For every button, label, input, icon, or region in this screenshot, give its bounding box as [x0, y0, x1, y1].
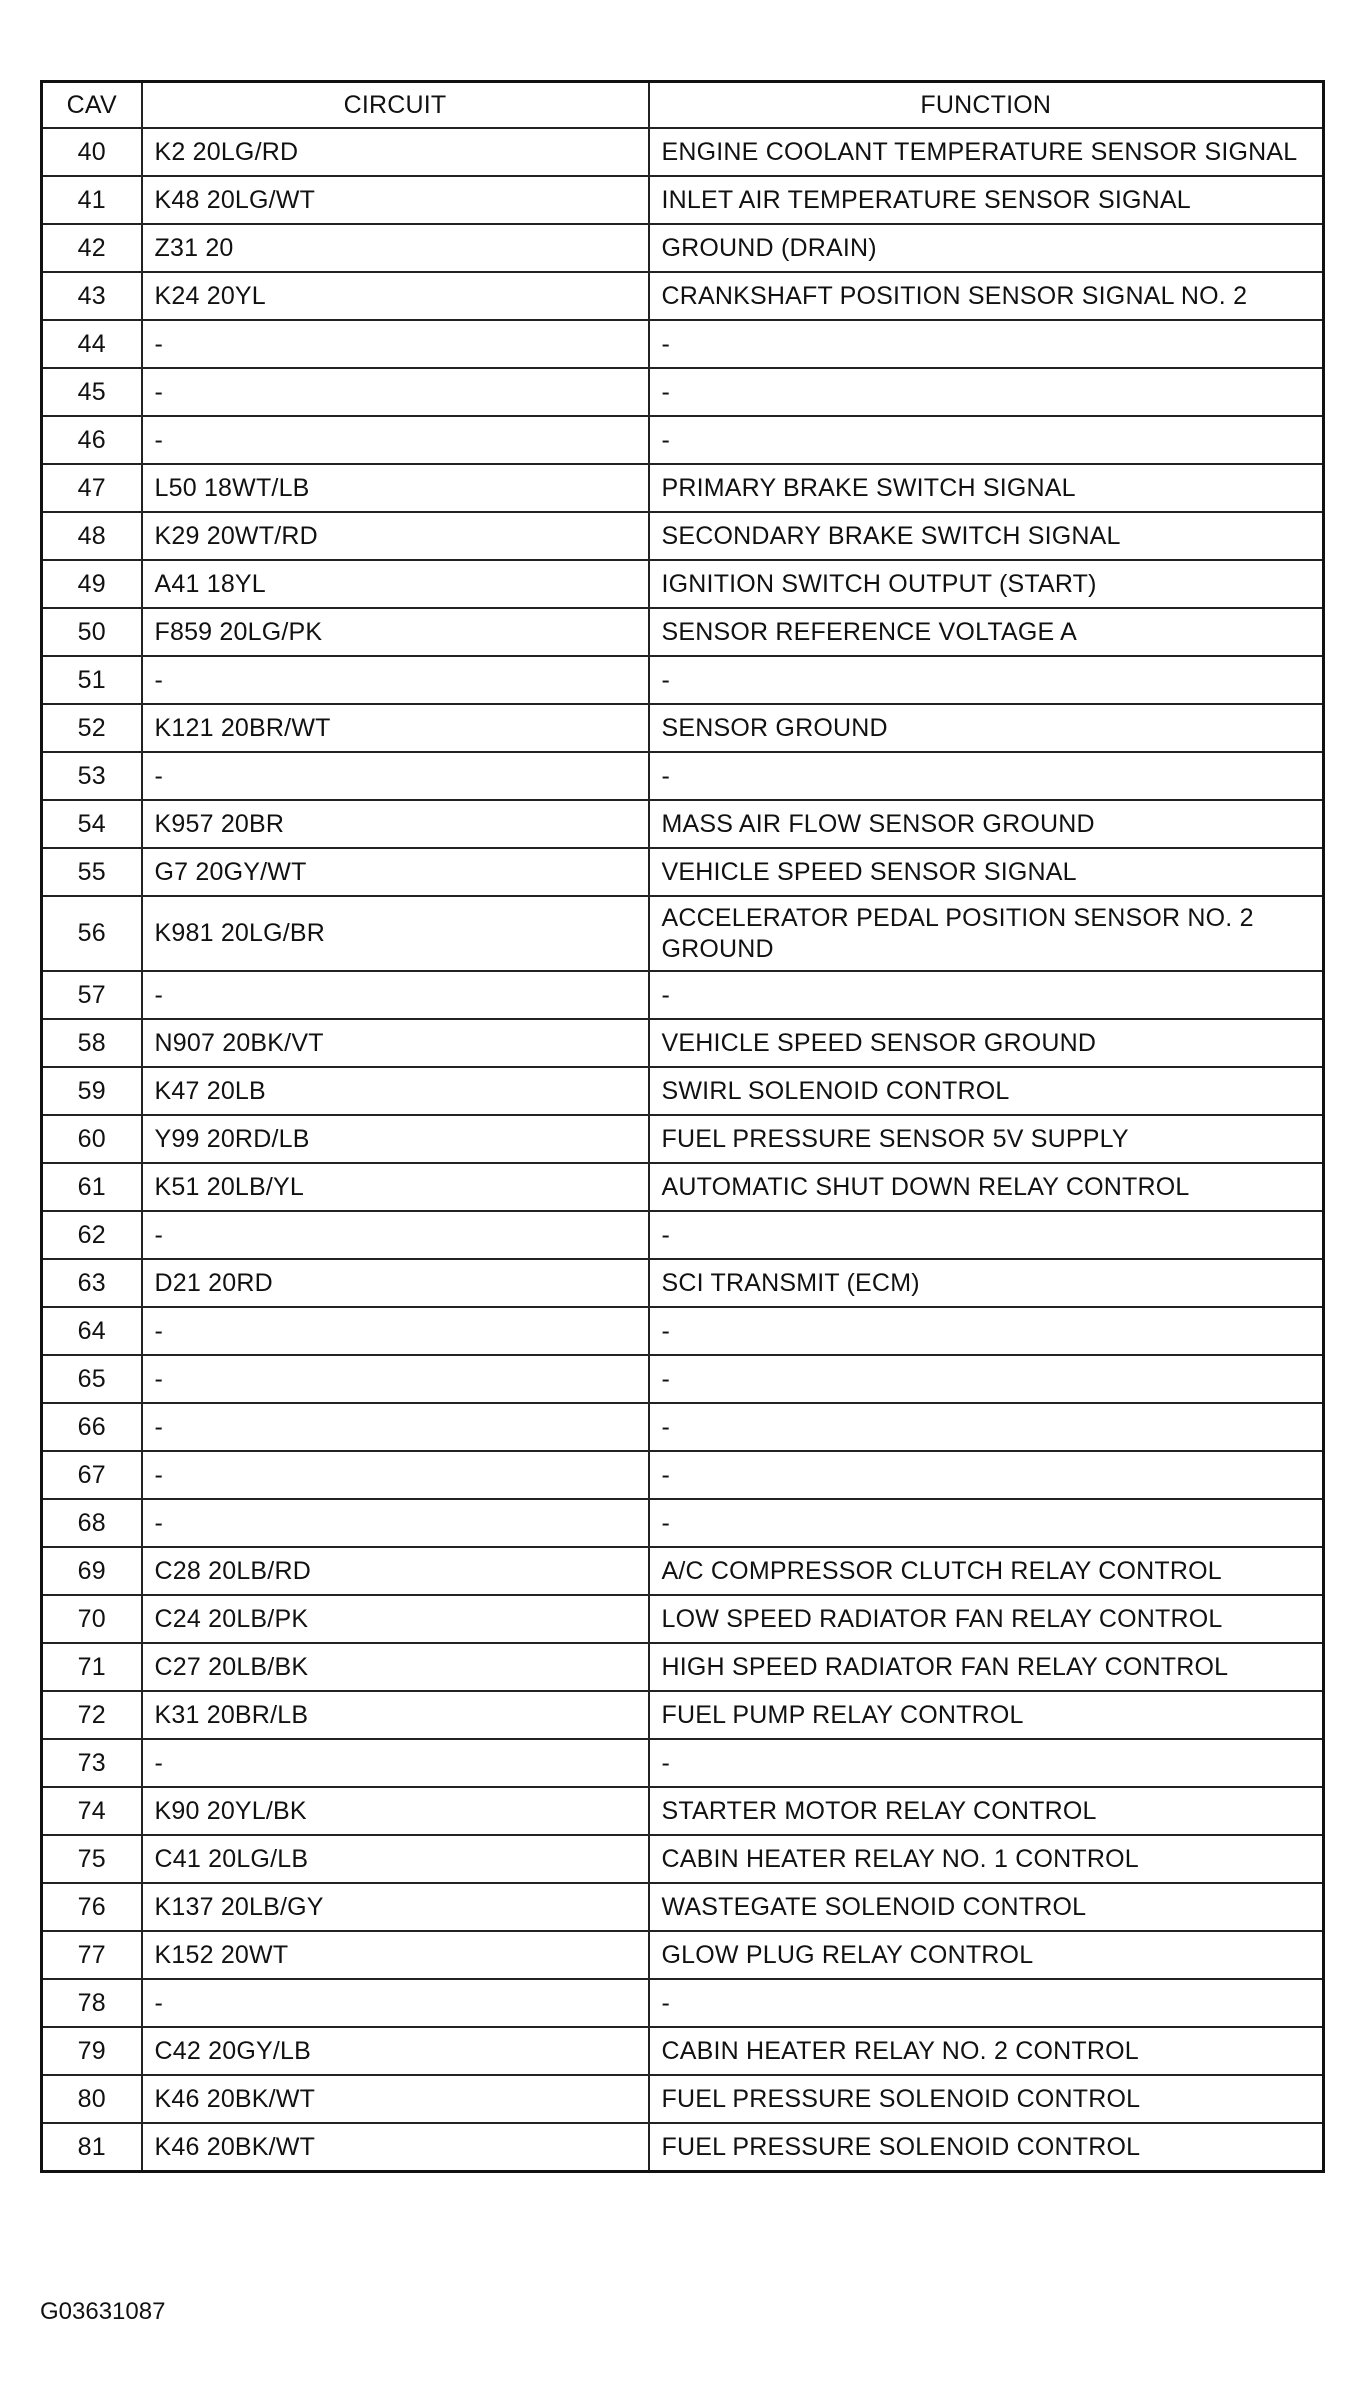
- table-row: [42, 752, 1324, 800]
- cav-cell: 59: [42, 1067, 142, 1115]
- circuit-cell: -: [142, 1499, 649, 1547]
- cav-cell: 46: [42, 416, 142, 464]
- cav-cell: 51: [42, 656, 142, 704]
- cav-cell: 68: [42, 1499, 142, 1547]
- table-row: [42, 800, 1324, 848]
- cav-cell: 53: [42, 752, 142, 800]
- function-cell: MASS AIR FLOW SENSOR GROUND: [649, 800, 1324, 848]
- cav-cell: 49: [42, 560, 142, 608]
- function-cell: WASTEGATE SOLENOID CONTROL: [649, 1883, 1324, 1931]
- table-row: [42, 1931, 1324, 1979]
- function-cell: PRIMARY BRAKE SWITCH SIGNAL: [649, 464, 1324, 512]
- circuit-cell: K51 20LB/YL: [142, 1163, 649, 1211]
- table-row: [42, 1499, 1324, 1547]
- cav-cell: 80: [42, 2075, 142, 2123]
- circuit-cell: K2 20LG/RD: [142, 128, 649, 176]
- circuit-cell: N907 20BK/VT: [142, 1019, 649, 1067]
- table-row: [42, 1115, 1324, 1163]
- cav-cell: 57: [42, 971, 142, 1019]
- table-row: [42, 320, 1324, 368]
- circuit-cell: C28 20LB/RD: [142, 1547, 649, 1595]
- table-row: [42, 1451, 1324, 1499]
- table-row: [42, 1595, 1324, 1643]
- cav-cell: 62: [42, 1211, 142, 1259]
- table-row: [42, 1979, 1324, 2027]
- function-cell: -: [649, 320, 1324, 368]
- circuit-cell: -: [142, 1211, 649, 1259]
- circuit-cell: K46 20BK/WT: [142, 2075, 649, 2123]
- function-cell: SWIRL SOLENOID CONTROL: [649, 1067, 1324, 1115]
- table-row: [42, 1355, 1324, 1403]
- circuit-cell: -: [142, 368, 649, 416]
- function-cell: LOW SPEED RADIATOR FAN RELAY CONTROL: [649, 1595, 1324, 1643]
- function-cell: CABIN HEATER RELAY NO. 1 CONTROL: [649, 1835, 1324, 1883]
- function-cell: FUEL PRESSURE SOLENOID CONTROL: [649, 2075, 1324, 2123]
- function-cell: CRANKSHAFT POSITION SENSOR SIGNAL NO. 2: [649, 272, 1324, 320]
- function-cell: FUEL PUMP RELAY CONTROL: [649, 1691, 1324, 1739]
- function-cell: A/C COMPRESSOR CLUTCH RELAY CONTROL: [649, 1547, 1324, 1595]
- table-row: [42, 1835, 1324, 1883]
- table-row: [42, 1739, 1324, 1787]
- cav-cell: 45: [42, 368, 142, 416]
- function-cell: -: [649, 368, 1324, 416]
- circuit-cell: K29 20WT/RD: [142, 512, 649, 560]
- cav-cell: 44: [42, 320, 142, 368]
- circuit-cell: -: [142, 656, 649, 704]
- table-row: [42, 176, 1324, 224]
- cav-cell: 71: [42, 1643, 142, 1691]
- cav-cell: 54: [42, 800, 142, 848]
- table-row: [42, 224, 1324, 272]
- table-row: [42, 1403, 1324, 1451]
- table-row: [42, 1643, 1324, 1691]
- cav-cell: 47: [42, 464, 142, 512]
- table-row: [42, 368, 1324, 416]
- circuit-cell: -: [142, 1451, 649, 1499]
- circuit-cell: K152 20WT: [142, 1931, 649, 1979]
- table-row: [42, 416, 1324, 464]
- pinout-table: [40, 80, 1325, 2173]
- function-cell: -: [649, 1451, 1324, 1499]
- function-cell: -: [649, 1499, 1324, 1547]
- function-cell: FUEL PRESSURE SENSOR 5V SUPPLY: [649, 1115, 1324, 1163]
- circuit-cell: D21 20RD: [142, 1259, 649, 1307]
- cav-cell: 50: [42, 608, 142, 656]
- circuit-cell: K90 20YL/BK: [142, 1787, 649, 1835]
- circuit-cell: -: [142, 971, 649, 1019]
- circuit-cell: K121 20BR/WT: [142, 704, 649, 752]
- circuit-cell: -: [142, 1307, 649, 1355]
- circuit-cell: C27 20LB/BK: [142, 1643, 649, 1691]
- function-cell: SENSOR REFERENCE VOLTAGE A: [649, 608, 1324, 656]
- cav-cell: 73: [42, 1739, 142, 1787]
- circuit-cell: -: [142, 752, 649, 800]
- function-cell: -: [649, 416, 1324, 464]
- table-row: [42, 1259, 1324, 1307]
- circuit-cell: G7 20GY/WT: [142, 848, 649, 896]
- cav-cell: 52: [42, 704, 142, 752]
- cav-cell: 61: [42, 1163, 142, 1211]
- table-row: [42, 2123, 1324, 2172]
- circuit-cell: Y99 20RD/LB: [142, 1115, 649, 1163]
- cav-cell: 48: [42, 512, 142, 560]
- function-cell: STARTER MOTOR RELAY CONTROL: [649, 1787, 1324, 1835]
- table-row: [42, 1787, 1324, 1835]
- circuit-cell: A41 18YL: [142, 560, 649, 608]
- function-cell: ENGINE COOLANT TEMPERATURE SENSOR SIGNAL: [649, 128, 1324, 176]
- table-row: [42, 1307, 1324, 1355]
- circuit-cell: K137 20LB/GY: [142, 1883, 649, 1931]
- table-row: [42, 971, 1324, 1019]
- function-cell: SECONDARY BRAKE SWITCH SIGNAL: [649, 512, 1324, 560]
- header-cav: CAV: [42, 82, 142, 129]
- circuit-cell: C41 20LG/LB: [142, 1835, 649, 1883]
- table-row: [42, 2075, 1324, 2123]
- cav-cell: 72: [42, 1691, 142, 1739]
- function-cell: GLOW PLUG RELAY CONTROL: [649, 1931, 1324, 1979]
- cav-cell: 69: [42, 1547, 142, 1595]
- circuit-cell: K31 20BR/LB: [142, 1691, 649, 1739]
- function-cell: -: [649, 1211, 1324, 1259]
- circuit-cell: -: [142, 320, 649, 368]
- cav-cell: 42: [42, 224, 142, 272]
- circuit-cell: F859 20LG/PK: [142, 608, 649, 656]
- circuit-cell: -: [142, 1355, 649, 1403]
- function-cell: IGNITION SWITCH OUTPUT (START): [649, 560, 1324, 608]
- cav-cell: 76: [42, 1883, 142, 1931]
- table-row: [42, 464, 1324, 512]
- function-cell: INLET AIR TEMPERATURE SENSOR SIGNAL: [649, 176, 1324, 224]
- circuit-cell: -: [142, 1403, 649, 1451]
- cav-cell: 67: [42, 1451, 142, 1499]
- table-row: [42, 848, 1324, 896]
- cav-cell: 77: [42, 1931, 142, 1979]
- function-cell: -: [649, 1403, 1324, 1451]
- function-cell: VEHICLE SPEED SENSOR GROUND: [649, 1019, 1324, 1067]
- function-cell: -: [649, 1739, 1324, 1787]
- function-cell: SENSOR GROUND: [649, 704, 1324, 752]
- table-row: [42, 1691, 1324, 1739]
- table-row: [42, 2027, 1324, 2075]
- table-row: [42, 1883, 1324, 1931]
- function-cell: -: [649, 656, 1324, 704]
- header-function: FUNCTION: [649, 82, 1324, 129]
- function-cell: -: [649, 1307, 1324, 1355]
- figure-id: G03631087: [40, 2298, 166, 2325]
- circuit-cell: L50 18WT/LB: [142, 464, 649, 512]
- header-circuit: CIRCUIT: [142, 82, 649, 129]
- function-cell: -: [649, 1979, 1324, 2027]
- cav-cell: 43: [42, 272, 142, 320]
- circuit-cell: K24 20YL: [142, 272, 649, 320]
- table-row: [42, 608, 1324, 656]
- circuit-cell: K981 20LG/BR: [142, 896, 649, 971]
- circuit-cell: C42 20GY/LB: [142, 2027, 649, 2075]
- circuit-cell: C24 20LB/PK: [142, 1595, 649, 1643]
- function-cell: ACCELERATOR PEDAL POSITION SENSOR NO. 2 GROUND: [649, 896, 1324, 971]
- function-cell: CABIN HEATER RELAY NO. 2 CONTROL: [649, 2027, 1324, 2075]
- table-row: [42, 896, 1324, 971]
- cav-cell: 70: [42, 1595, 142, 1643]
- circuit-cell: -: [142, 1739, 649, 1787]
- cav-cell: 41: [42, 176, 142, 224]
- header-row: [42, 82, 1324, 129]
- function-cell: AUTOMATIC SHUT DOWN RELAY CONTROL: [649, 1163, 1324, 1211]
- table-row: [42, 656, 1324, 704]
- circuit-cell: K48 20LG/WT: [142, 176, 649, 224]
- table-row: [42, 1067, 1324, 1115]
- cav-cell: 78: [42, 1979, 142, 2027]
- circuit-cell: -: [142, 1979, 649, 2027]
- cav-cell: 60: [42, 1115, 142, 1163]
- cav-cell: 74: [42, 1787, 142, 1835]
- table-row: [42, 560, 1324, 608]
- cav-cell: 56: [42, 896, 142, 971]
- cav-cell: 66: [42, 1403, 142, 1451]
- circuit-cell: K46 20BK/WT: [142, 2123, 649, 2172]
- function-cell: GROUND (DRAIN): [649, 224, 1324, 272]
- function-cell: SCI TRANSMIT (ECM): [649, 1259, 1324, 1307]
- function-cell: -: [649, 1355, 1324, 1403]
- function-cell: FUEL PRESSURE SOLENOID CONTROL: [649, 2123, 1324, 2172]
- cav-cell: 65: [42, 1355, 142, 1403]
- table-row: [42, 1163, 1324, 1211]
- function-cell: VEHICLE SPEED SENSOR SIGNAL: [649, 848, 1324, 896]
- cav-cell: 81: [42, 2123, 142, 2172]
- circuit-cell: K957 20BR: [142, 800, 649, 848]
- function-cell: HIGH SPEED RADIATOR FAN RELAY CONTROL: [649, 1643, 1324, 1691]
- table-row: [42, 1547, 1324, 1595]
- circuit-cell: K47 20LB: [142, 1067, 649, 1115]
- table-row: [42, 704, 1324, 752]
- cav-cell: 63: [42, 1259, 142, 1307]
- cav-cell: 40: [42, 128, 142, 176]
- function-cell: -: [649, 971, 1324, 1019]
- circuit-cell: Z31 20: [142, 224, 649, 272]
- cav-cell: 58: [42, 1019, 142, 1067]
- table-row: [42, 512, 1324, 560]
- table-row: [42, 128, 1324, 176]
- connector-pinout-sheet: [40, 80, 1322, 2173]
- pinout-rows: [42, 128, 1324, 2172]
- table-row: [42, 272, 1324, 320]
- table-row: [42, 1211, 1324, 1259]
- function-cell: -: [649, 752, 1324, 800]
- cav-cell: 75: [42, 1835, 142, 1883]
- cav-cell: 79: [42, 2027, 142, 2075]
- table-row: [42, 1019, 1324, 1067]
- circuit-cell: -: [142, 416, 649, 464]
- cav-cell: 64: [42, 1307, 142, 1355]
- cav-cell: 55: [42, 848, 142, 896]
